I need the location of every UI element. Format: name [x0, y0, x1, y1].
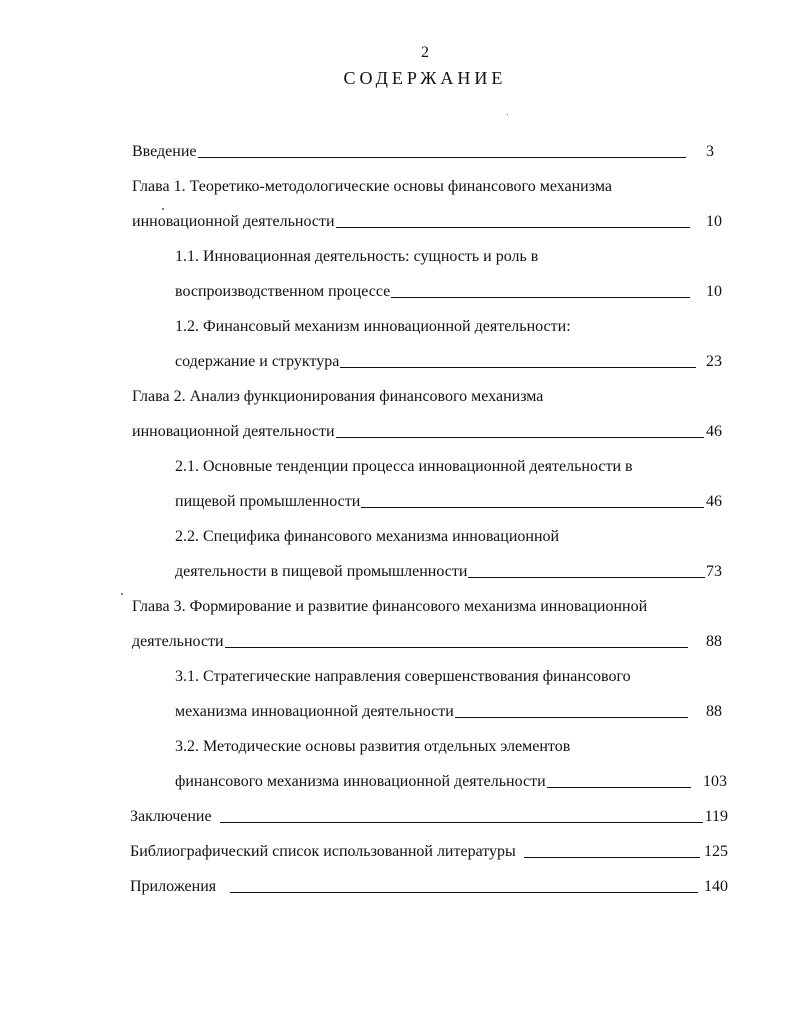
toc-entry-page: 88 [706, 633, 722, 650]
toc-chapter-heading [132, 178, 612, 202]
page-title: СОДЕРЖАНИЕ [343, 68, 507, 88]
toc-entry-page: 88 [706, 703, 722, 720]
scan-speck [162, 208, 164, 210]
toc-entry-conclusion [130, 808, 728, 832]
toc-entry-bibliography [130, 843, 728, 867]
toc-section-2-2 [175, 563, 722, 587]
toc-chapter-heading [132, 388, 543, 412]
scan-speck [507, 114, 508, 115]
toc-entry-page: 46 [706, 423, 722, 440]
toc-entry-text: инновационной деятельности [132, 213, 335, 230]
page-number: 2 [421, 44, 429, 61]
toc-entry-text: деятельности [132, 633, 224, 650]
toc-fill-line [547, 787, 691, 788]
toc-fill-line [225, 647, 688, 648]
toc-entry-page: 46 [706, 493, 722, 510]
toc-section-1-2 [175, 353, 722, 377]
toc-entry-text: Глава 2. Анализ функционирования финансового механизма [132, 388, 544, 405]
toc-entry-page: 140 [704, 878, 728, 895]
toc-entry-page: 23 [706, 353, 722, 370]
toc-fill-line [524, 857, 700, 858]
toc-section-heading [175, 318, 571, 342]
toc-entry-page: 119 [704, 808, 728, 825]
toc-section-3-1 [175, 703, 722, 727]
toc-entry-page: 73 [706, 563, 722, 580]
toc-section-2-1 [175, 493, 722, 517]
toc-section-1-1 [175, 283, 722, 307]
toc-entry-text: 2.1. Основные тенденции процесса инновационной деятельности в [175, 458, 633, 475]
toc-fill-line [220, 822, 703, 823]
toc-fill-line [361, 507, 704, 508]
toc-chapter-3 [132, 633, 722, 657]
toc-entry-text: 3.1. Стратегические направления совершенствования финансового [175, 668, 631, 685]
toc-entry-text: Глава 1. Теоретико-методологические основы финансового механизма [132, 178, 612, 195]
toc-entry-text: Библиографический список использованной литературы [130, 843, 516, 860]
toc-entry-text: Глава 3. Формирование и развитие финансового механизма инновационной [132, 598, 648, 615]
toc-entry-text: инновационной деятельности [132, 423, 335, 440]
toc-section-heading [175, 248, 538, 272]
toc-entry-text: 2.2. Специфика финансового механизма инновационной [175, 528, 560, 545]
scan-speck [121, 593, 123, 595]
toc-entry-text: деятельности в пищевой промышленности [175, 563, 468, 580]
toc-section-heading [175, 668, 631, 692]
toc-section-heading [175, 458, 633, 482]
toc-entry-text: пищевой промышленности [175, 493, 361, 510]
toc-fill-line [391, 297, 690, 298]
toc-chapter-heading [132, 598, 647, 622]
toc-entry-introduction [132, 143, 714, 167]
toc-fill-line [336, 227, 690, 228]
toc-fill-line [455, 717, 688, 718]
toc-entry-text: финансового механизма инновационной деятельности [175, 773, 546, 790]
toc-entry-appendices [130, 878, 728, 902]
toc-entry-text: 1.1. Инновационная деятельность: сущность и роль в [175, 248, 539, 265]
toc-entry-text: Заключение [130, 808, 212, 825]
toc-fill-line [340, 367, 696, 368]
toc-fill-line [198, 157, 687, 158]
toc-entry-text: воспроизводственном процессе [175, 283, 391, 300]
toc-fill-line [230, 892, 698, 893]
toc-entry-text: 1.2. Финансовый механизм инновационной деятельности: [175, 318, 571, 335]
toc-section-heading [175, 528, 559, 552]
toc-entry-page: 10 [706, 283, 722, 300]
toc-entry-page: 125 [704, 843, 728, 860]
toc-entry-text: 3.2. Методические основы развития отдельных элементов [175, 738, 571, 755]
toc-chapter-2 [132, 423, 722, 447]
toc-entry-page: 103 [703, 773, 727, 790]
toc-fill-line [336, 437, 704, 438]
toc-entry-text: механизма инновационной деятельности [175, 703, 454, 720]
toc-section-heading [175, 738, 570, 762]
toc-entry-text: Введение [132, 143, 197, 160]
toc-entry-text: содержание и структура [175, 353, 340, 370]
toc-section-3-2 [175, 773, 727, 797]
toc-entry-page: 10 [706, 213, 722, 230]
toc-entry-page: 3 [706, 143, 714, 160]
toc-fill-line [468, 577, 705, 578]
toc-entry-text: Приложения [130, 878, 217, 895]
toc-chapter-1 [132, 213, 722, 237]
